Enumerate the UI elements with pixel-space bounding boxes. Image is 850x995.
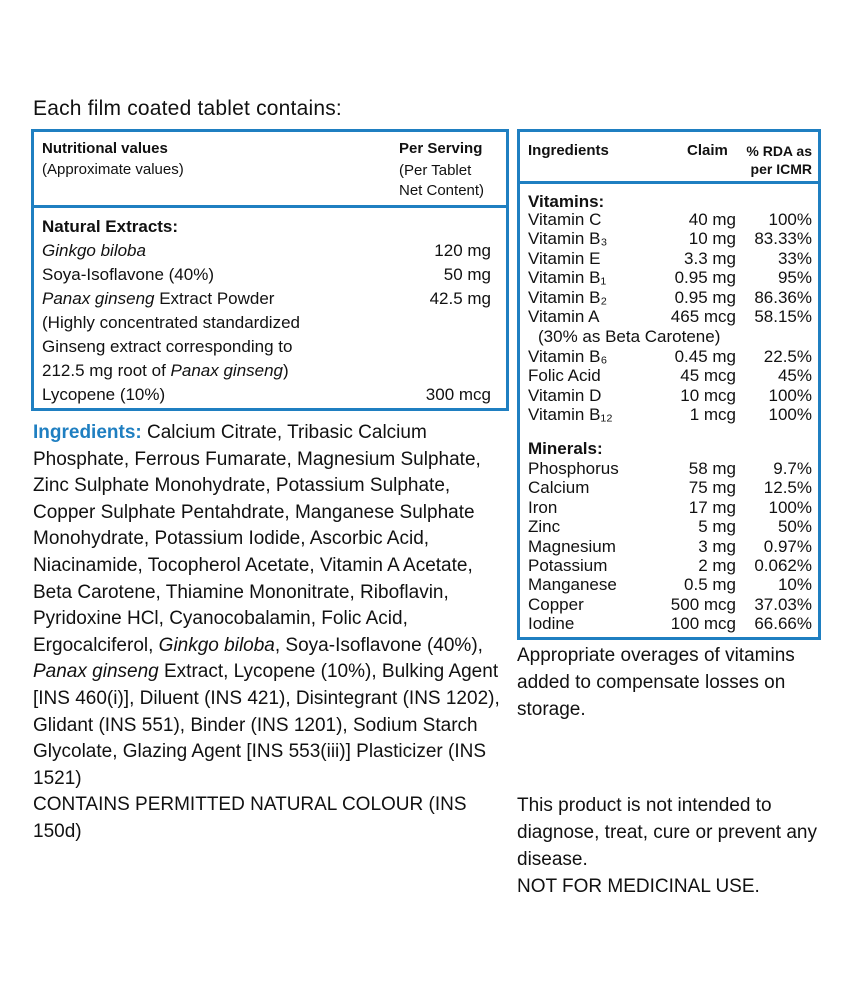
nutrient-name: Vitamin B₁₂ (528, 405, 613, 425)
nutrient-row (528, 229, 812, 249)
nutrition-table-header (34, 132, 506, 208)
per-serving-title: Per Serving (399, 140, 483, 157)
nutrient-rda: 100% (768, 497, 812, 517)
not-medicinal-note: NOT FOR MEDICINAL USE. (517, 876, 760, 897)
nutrient-name: Potassium (528, 556, 608, 575)
nutrient-claim: 58 mg (688, 459, 736, 478)
nutrient-name: Vitamin E (528, 248, 601, 268)
nutrient-row (528, 366, 812, 386)
rda-col-ingredients: Ingredients (528, 142, 609, 159)
nutrient-claim: 0.45 mg (674, 347, 736, 366)
nutrition-table (31, 129, 509, 411)
natural-colour-statement: CONTAINS PERMITTED NATURAL COLOUR (INS 150d) (33, 794, 467, 842)
nutrient-claim: 75 mg (688, 478, 736, 498)
nutrient-claim: 5 mg (698, 517, 736, 537)
nutrient-row (528, 288, 812, 308)
nutrient-row (528, 498, 812, 518)
nutritional-values-title: Nutritional values (42, 140, 168, 157)
nutrient-name: Copper (528, 594, 584, 614)
panax-italic: Panax ginseng (42, 289, 155, 308)
nutrient-rda: 0.062% (754, 556, 812, 575)
beta-carotene-note (528, 327, 812, 347)
nutrient-claim: 40 mg (688, 210, 736, 229)
nutrient-rda: 100% (768, 210, 812, 229)
ingredients-label: Ingredients: (33, 422, 142, 443)
nutrient-name: Folic Acid (528, 366, 601, 386)
nutrient-rda: 100% (768, 385, 812, 405)
soya-value: 50 mg (443, 265, 491, 284)
nutrient-row (528, 478, 812, 498)
ingredients-paragraph (33, 420, 503, 846)
nutrient-claim: 0.95 mg (674, 287, 736, 307)
nutrient-rda: 45% (777, 366, 812, 386)
nutrient-row (528, 268, 812, 288)
nutrient-name: Manganese (528, 575, 617, 595)
lycopene-value: 300 mcg (425, 385, 491, 404)
nutrient-claim: 17 mg (688, 497, 736, 517)
label-heading: Each film coated tablet contains: (33, 97, 342, 120)
nutrient-rda: 10% (777, 575, 812, 595)
nutrient-rda: 33% (777, 248, 812, 268)
rda-table-header (520, 132, 818, 184)
rda-table (517, 129, 821, 640)
nutrient-row (528, 556, 812, 576)
nutrient-claim: 0.95 mg (674, 268, 736, 288)
ingredients-panax: Panax ginseng (33, 661, 159, 683)
nutrient-claim: 45 mcg (680, 366, 736, 386)
nutrient-name: Calcium (528, 478, 590, 498)
nutrient-rda: 12.5% (763, 478, 812, 498)
nutrient-row (528, 249, 812, 269)
nutrient-row (528, 307, 812, 327)
nutrient-rda: 37.03% (754, 594, 812, 614)
nutrient-rda: 50% (777, 517, 812, 537)
nutrient-claim: 500 mcg (670, 594, 736, 614)
nutrient-row (528, 614, 812, 634)
nutrient-rda: 86.36% (754, 287, 812, 307)
ingredients-text-3: Extract, Lycopene (10%), Bulking Agent [INS 460(i)], Diluent (INS 421), Disintegrant (INS 1202), Glidant (INS 551), Binder (INS 1201), Sodium Starch Glycolate, Glazing Agent [INS 553(iii)] Plasticizer (INS 1521) (33, 661, 500, 789)
nutrient-row (528, 459, 812, 479)
nutrient-rda: 58.15% (754, 307, 812, 326)
nutrient-row (528, 517, 812, 537)
lycopene-name: Lycopene (10%) (42, 385, 166, 404)
panax-note3-c: ) (283, 361, 289, 380)
nutrient-claim: 10 mg (688, 229, 736, 249)
nutrient-name: Magnesium (528, 536, 616, 556)
ingredients-text-2: , Soya-Isoflavone (40%), (274, 634, 483, 656)
nutrient-rda: 9.7% (773, 459, 812, 478)
nutrient-name: Iodine (528, 614, 575, 634)
nutrient-row (528, 405, 812, 425)
nutrient-name: Vitamin B₃ (528, 229, 608, 249)
ginkgo-name: Ginkgo biloba (42, 241, 146, 260)
nutrient-rda: 95% (777, 268, 812, 288)
nutrient-name: Phosphorus (528, 459, 619, 478)
nutrient-row (528, 386, 812, 406)
natural-extracts-heading: Natural Extracts: (42, 217, 179, 236)
nutrient-row (528, 537, 812, 557)
panax-note-line-1: (Highly concentrated standardized (42, 313, 300, 332)
nutrient-name: Iron (528, 497, 558, 517)
nutrient-name: Vitamin C (528, 210, 602, 229)
nutrient-row (528, 210, 812, 230)
nutrient-row (528, 595, 812, 615)
minerals-heading: Minerals: (528, 439, 603, 458)
nutrient-rda: 100% (768, 405, 812, 425)
rda-col-claim: Claim (687, 142, 728, 159)
nutrient-claim: 0.5 mg (684, 575, 736, 595)
panax-note3-b: Panax ginseng (170, 361, 284, 380)
nutrient-claim: 2 mg (698, 556, 736, 575)
per-tablet-line-2: Net Content) (399, 182, 485, 199)
nutrient-rda: 0.97% (763, 536, 812, 556)
nutrient-row (528, 575, 812, 595)
panax-note3-a: 212.5 mg root of (42, 361, 171, 380)
nutrient-claim: 3.3 mg (684, 248, 736, 268)
beta-carotene-text: (30% as Beta Carotene) (538, 327, 721, 346)
nutrient-row (528, 347, 812, 367)
vitamins-heading: Vitamins: (528, 192, 605, 211)
approximate-values-note: (Approximate values) (42, 161, 184, 178)
rda-col-percent-line-1: % RDA as (746, 143, 812, 159)
ingredients-text-1: Calcium Citrate, Tribasic Calcium Phosphate, Ferrous Fumarate, Magnesium Sulphate, Zinc Sulphate Monohydrate, Potassium Sulphate, Copper Sulphate Pentahdrate, Manganese Sulphate Monohydrate, Potassium Iodide, Ascorbic Acid, Niacinamide, Tocopherol Acetate, Vitamin A Acetate, Beta Carotene, Thiamine Mononitrate, Riboflavin, Pyridoxine HCl, Cyanocobalamin, Folic Acid, Ergocalciferol, (33, 422, 481, 656)
nutrient-name: Vitamin A (528, 307, 600, 326)
nutrient-name: Vitamin B₂ (528, 287, 608, 307)
panax-note-line-3 (42, 359, 289, 383)
nutrient-claim: 3 mg (698, 536, 736, 556)
per-tablet-line-1: (Per Tablet (399, 162, 472, 179)
panax-value: 42.5 mg (429, 289, 491, 308)
panax-name (42, 287, 274, 311)
nutrient-claim: 10 mcg (680, 385, 736, 405)
per-tablet-note (399, 161, 484, 201)
disclaimer-note: This product is not intended to diagnose, treat, cure or prevent any disease. (517, 795, 817, 870)
ingredients-ginkgo: Ginkgo biloba (158, 634, 275, 656)
nutrient-rda: 66.66% (754, 614, 812, 634)
nutrient-rda: 83.33% (754, 229, 812, 249)
ginkgo-value: 120 mg (434, 241, 491, 260)
rda-col-percent (744, 142, 812, 178)
rda-col-percent-line-2: per ICMR (750, 161, 812, 177)
nutrient-name: Vitamin D (528, 385, 602, 405)
nutrient-claim: 100 mcg (670, 614, 736, 634)
panax-rest: Extract Powder (154, 289, 275, 308)
soya-name: Soya-Isoflavone (40%) (42, 265, 214, 284)
overages-note: Appropriate overages of vitamins added to compensate losses on storage. (517, 645, 795, 720)
nutrient-rda: 22.5% (763, 347, 812, 366)
panax-note-line-2: Ginseng extract corresponding to (42, 337, 293, 356)
nutrient-claim: 1 mcg (689, 405, 736, 425)
nutrient-claim: 465 mcg (670, 307, 736, 326)
nutrient-name: Vitamin B₆ (528, 347, 608, 366)
nutrient-name: Vitamin B₁ (528, 268, 607, 288)
nutrient-name: Zinc (528, 517, 561, 537)
